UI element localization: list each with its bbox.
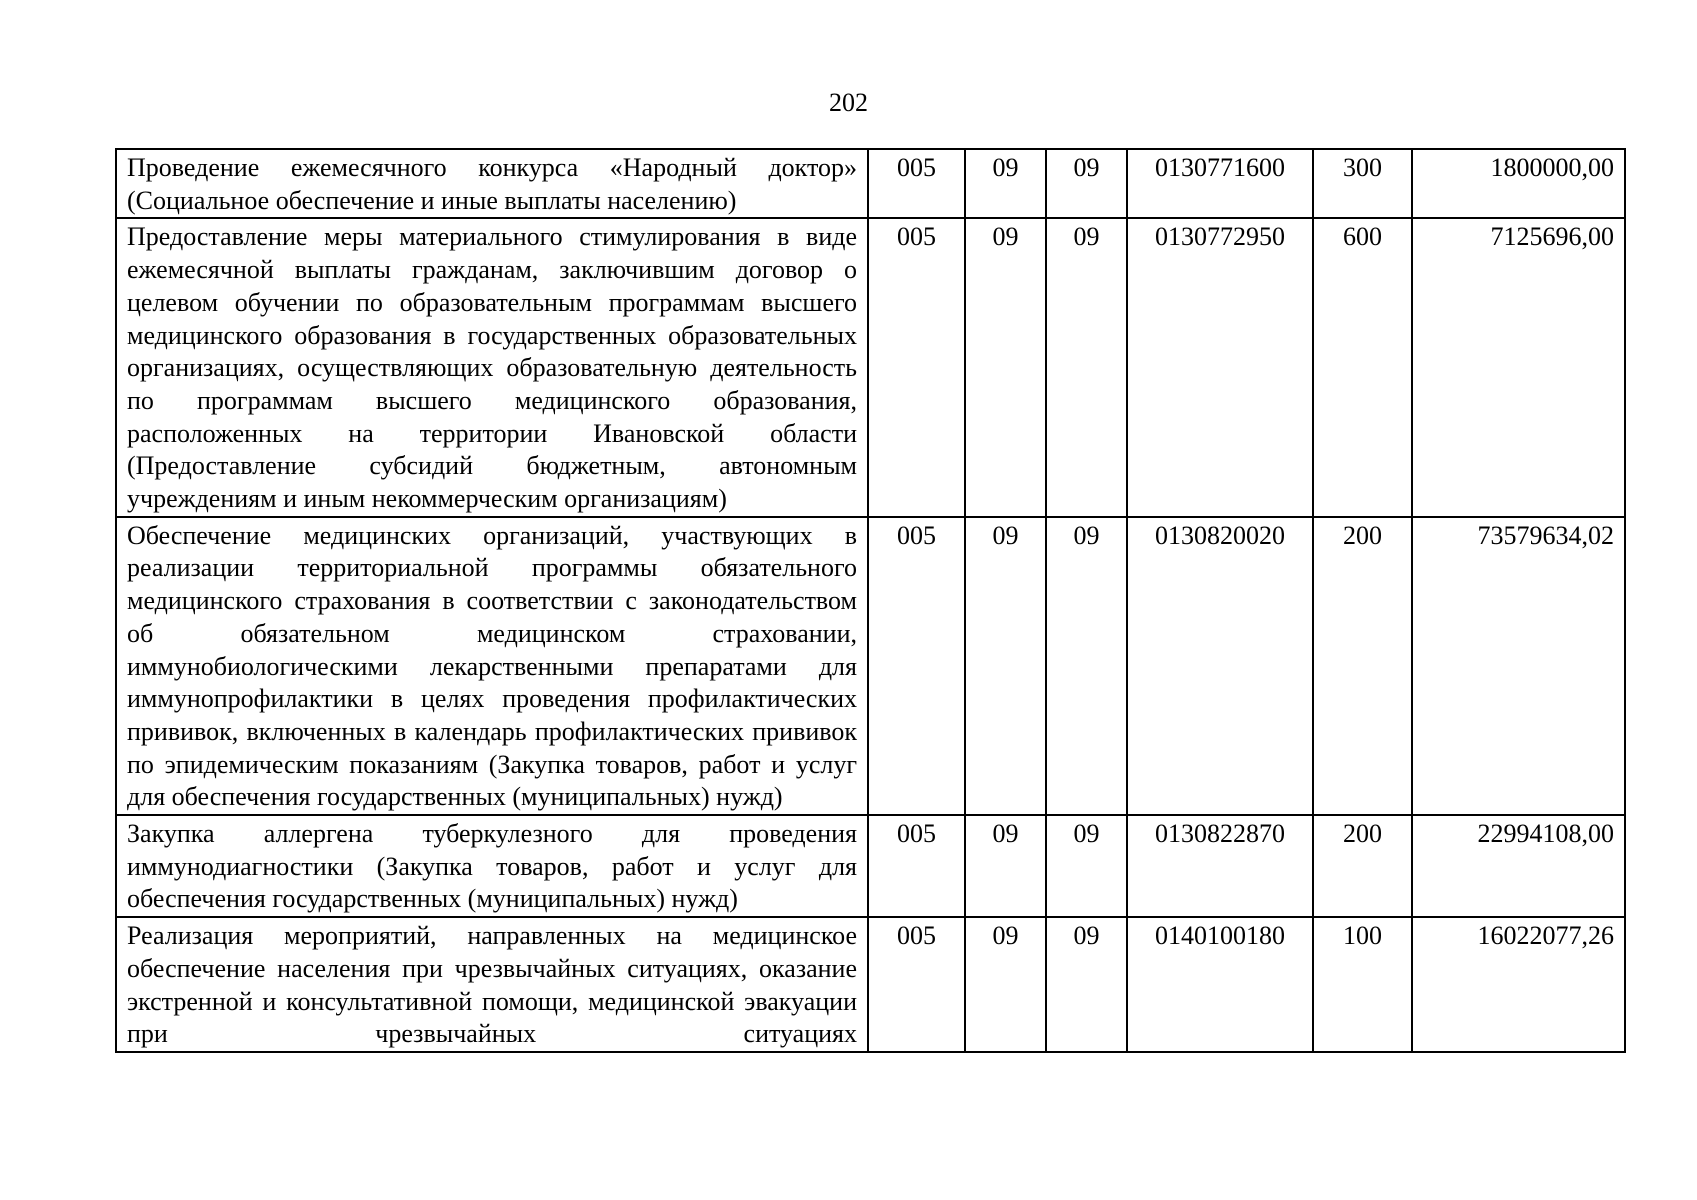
row-expense-type: 300 [1313,149,1412,218]
row-ministry-code: 005 [868,149,965,218]
row-expense-type: 200 [1313,815,1412,917]
row-amount: 22994108,00 [1412,815,1625,917]
page-number: 202 [829,88,868,117]
row-expense-type: 100 [1313,917,1412,1052]
table-row [116,815,1625,917]
row-section-code: 09 [965,149,1046,218]
row-description: Реализация мероприятий, направленных на медицинское обеспечение населения при чрезвычайных ситуациях, оказание экстренной и консультативной помощи, медицинской эвакуации при чрезвычайных ситуациях [116,917,868,1052]
row-expense-type: 600 [1313,218,1412,516]
table-row [116,149,1625,218]
row-section-code: 09 [965,517,1046,815]
row-expense-type: 200 [1313,517,1412,815]
row-amount: 16022077,26 [1412,917,1625,1052]
row-description: Предоставление меры материального стимулирования в виде ежемесячной выплаты гражданам, заключившим договор о целевом обучении по образовательным программам высшего медицинского образования в государственных образовательных организациях, осуществляющих образовательную деятельность по программам высшего медицинского образования, расположенных на территории Ивановской области (Предоставление субсидий бюджетным, автономным учреждениям и иным некоммерческим организациям) [116,218,868,516]
row-section-code: 09 [965,917,1046,1052]
row-amount: 1800000,00 [1412,149,1625,218]
table-row [116,517,1625,815]
row-target-article: 0140100180 [1127,917,1313,1052]
row-subsection-code: 09 [1046,149,1127,218]
row-target-article: 0130772950 [1127,218,1313,516]
row-section-code: 09 [965,218,1046,516]
row-subsection-code: 09 [1046,218,1127,516]
row-target-article: 0130820020 [1127,517,1313,815]
row-description: Обеспечение медицинских организаций, участвующих в реализации территориальной программы обязательного медицинского страхования в соответствии с законодательством об обязательном медицинском страховании, иммунобиологическими лекарственными препаратами для иммунопрофилактики в целях проведения профилактических прививок, включенных в календарь профилактических прививок по эпидемическим показаниям (Закупка товаров, работ и услуг для обеспечения государственных (муниципальных) нужд) [116,517,868,815]
row-description: Проведение ежемесячного конкурса «Народный доктор» (Социальное обеспечение и иные выплаты населению) [116,149,868,218]
budget-table-body [116,149,1625,1052]
row-subsection-code: 09 [1046,815,1127,917]
row-section-code: 09 [965,815,1046,917]
row-target-article: 0130822870 [1127,815,1313,917]
row-ministry-code: 005 [868,917,965,1052]
row-description: Закупка аллергена туберкулезного для проведения иммунодиагностики (Закупка товаров, работ и услуг для обеспечения государственных (муниципальных) нужд) [116,815,868,917]
row-ministry-code: 005 [868,218,965,516]
table-row [116,917,1625,1052]
row-subsection-code: 09 [1046,917,1127,1052]
row-subsection-code: 09 [1046,517,1127,815]
row-ministry-code: 005 [868,517,965,815]
table-row [116,218,1625,516]
row-amount: 7125696,00 [1412,218,1625,516]
row-ministry-code: 005 [868,815,965,917]
row-target-article: 0130771600 [1127,149,1313,218]
budget-table [115,148,1626,1053]
row-amount: 73579634,02 [1412,517,1625,815]
